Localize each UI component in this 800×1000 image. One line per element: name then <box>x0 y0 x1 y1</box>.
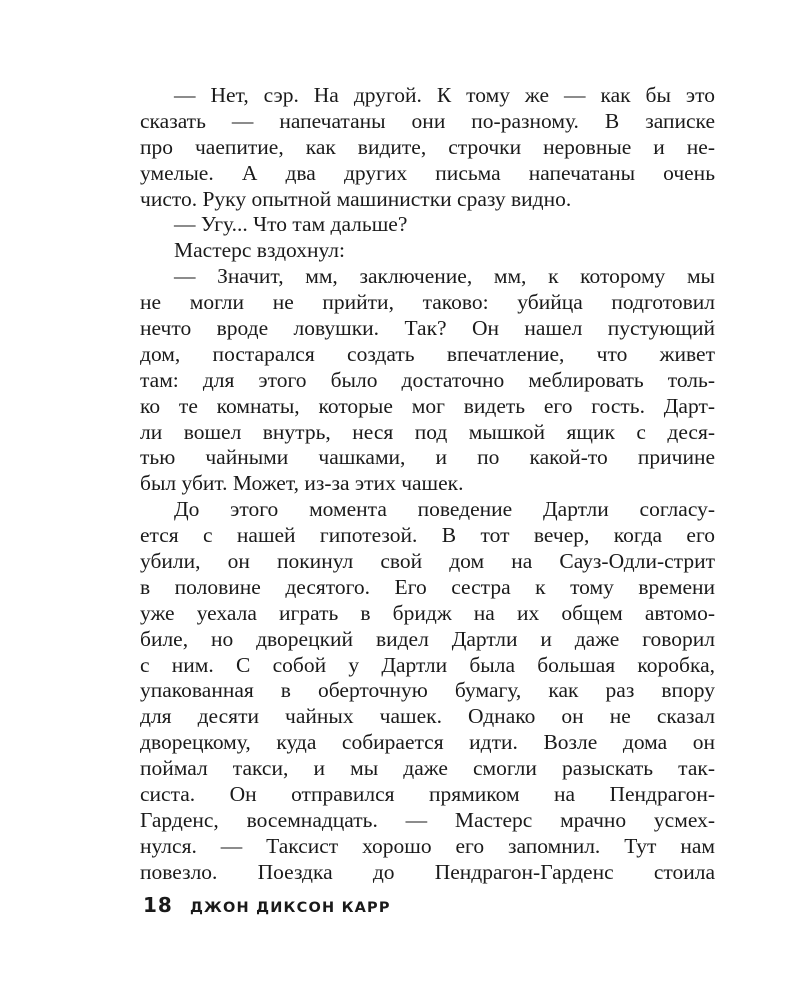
text-line: с ним. С собой у Дартли была большая коробка, <box>140 652 715 677</box>
text-line: — Нет, сэр. На другой. К тому же — как бы это <box>174 83 715 107</box>
text-line: ется с нашей гипотезой. В тот вечер, когда его <box>140 523 715 548</box>
text-line: повезло. Поездка до Пендрагон-Гарденс стоила <box>140 859 715 884</box>
text-line: для десяти чайных чашек. Однако он не сказал <box>140 704 715 729</box>
text-line: про чаепитие, как видите, строчки неровные и не- <box>140 134 715 159</box>
text-line: умелые. А два других письма напечатаны очень <box>140 160 715 185</box>
text-line: До этого момента поведение Дартли согласу- <box>174 497 715 522</box>
running-head: ДЖОН ДИКСОН КАРР <box>189 900 391 916</box>
text-line: сказать — напечатаны они по-разному. В записке <box>140 108 715 133</box>
text-line: биле, но дворецкий видел Дартли и даже говорил <box>140 626 715 651</box>
text-line: в половине десятого. Его сестра к тому времени <box>140 574 715 599</box>
text-line: — Значит, мм, заключение, мм, к которому мы <box>174 264 715 289</box>
text-line: нулся. — Таксист хорошо его запомнил. Тут нам <box>140 833 715 858</box>
text-line: дом, постарался создать впечатление, что живет <box>140 341 715 366</box>
text-line: нечто вроде ловушки. Так? Он нашел пустующий <box>140 316 715 341</box>
body-text <box>140 83 715 886</box>
text-line: ли вошел внутрь, неся под мышкой ящик с деся- <box>140 419 715 444</box>
text-line: не могли не прийти, таково: убийца подготовил <box>140 290 715 315</box>
text-line: Гарденс, восемнадцать. — Мастерс мрачно усмех- <box>140 807 715 832</box>
text-line: Мастерс вздохнул: <box>174 238 345 263</box>
text-line: дворецкому, куда собирается идти. Возле дома он <box>140 730 715 755</box>
text-line: там: для этого было достаточно меблировать толь- <box>140 367 715 392</box>
page-number: 18 <box>143 893 173 917</box>
text-line: убили, он покинул свой дом на Сауз-Одли-стрит <box>140 549 715 574</box>
text-line: чисто. Руку опытной машинистки сразу видно. <box>140 186 572 211</box>
page-footer <box>143 893 391 917</box>
text-line: поймал такси, и мы даже смогли разыскать так- <box>140 756 715 781</box>
text-line: ко те комнаты, которые мог видеть его гость. Дарт- <box>140 393 715 418</box>
text-line: — Угу... Что там дальше? <box>174 212 408 237</box>
text-line: систа. Он отправился прямиком на Пендрагон- <box>140 782 715 807</box>
text-line: был убит. Может, из-за этих чашек. <box>140 471 464 496</box>
text-line: уже уехала играть в бридж на их общем автомо- <box>140 600 715 625</box>
text-line: упакованная в оберточную бумагу, как раз впору <box>140 678 715 703</box>
text-line: тью чайными чашками, и по какой-то причине <box>140 445 715 470</box>
